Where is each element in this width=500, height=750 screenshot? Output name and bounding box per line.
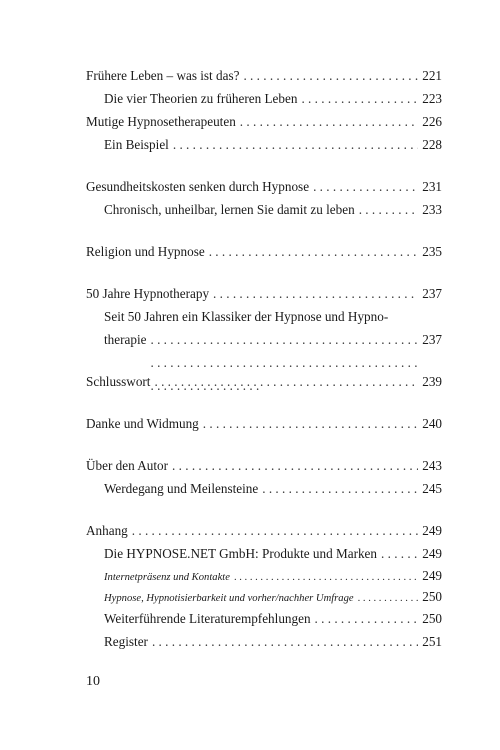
toc-subentry-minor[interactable] bbox=[86, 565, 442, 586]
toc-subentry[interactable] bbox=[86, 305, 442, 351]
toc-entry[interactable] bbox=[86, 282, 442, 305]
toc-entry-title: Schlusswort bbox=[86, 374, 151, 389]
toc-subentry[interactable] bbox=[86, 477, 442, 500]
dot-leader bbox=[154, 370, 418, 393]
toc-entry-title: Weiterführende Literaturempfehlungen bbox=[104, 611, 311, 626]
dot-leader bbox=[172, 454, 418, 477]
toc-entry-page: 228 bbox=[422, 137, 442, 152]
toc-entry[interactable] bbox=[86, 454, 442, 477]
dot-leader bbox=[243, 64, 418, 87]
toc-entry[interactable] bbox=[86, 519, 442, 542]
toc-entry-page: 249 bbox=[422, 568, 442, 583]
toc-entry-page: 249 bbox=[422, 523, 442, 538]
toc-entry-page: 231 bbox=[422, 179, 442, 194]
toc-group bbox=[86, 370, 442, 393]
dot-leader bbox=[313, 175, 418, 198]
toc-subentry[interactable] bbox=[86, 133, 442, 156]
toc-entry-page: 240 bbox=[422, 416, 442, 431]
toc-group bbox=[86, 64, 442, 156]
toc-entry[interactable] bbox=[86, 175, 442, 198]
toc-entry-page: 249 bbox=[422, 546, 442, 561]
toc-group bbox=[86, 412, 442, 435]
toc-entry-page: 221 bbox=[422, 68, 442, 83]
toc-entry-page: 250 bbox=[422, 589, 442, 604]
toc-entry-title: Hypnose, Hypnotisierbarkeit und vorher/nachher Umfrage bbox=[104, 593, 354, 604]
toc-entry-page: 239 bbox=[422, 374, 442, 389]
toc-entry-page: 237 bbox=[422, 286, 442, 301]
toc-group bbox=[86, 454, 442, 500]
toc-entry-title: Religion und Hypnose bbox=[86, 244, 205, 259]
toc-entry-title: Gesundheitskosten senken durch Hypnose bbox=[86, 179, 310, 194]
toc-entry-title: Frühere Leben – was ist das? bbox=[86, 68, 240, 83]
dot-leader bbox=[381, 542, 418, 565]
toc-subentry[interactable] bbox=[86, 630, 442, 653]
toc-entry-page: 250 bbox=[422, 611, 442, 626]
toc-subentry[interactable] bbox=[86, 198, 442, 221]
toc-entry-title: Die HYPNOSE.NET GmbH: Produkte und Marken bbox=[104, 546, 378, 561]
table-of-contents bbox=[86, 64, 442, 672]
toc-entry-title-line1: Seit 50 Jahren ein Klassiker der Hypnose und Hypno- bbox=[104, 309, 389, 324]
toc-entry-page: 233 bbox=[422, 202, 442, 217]
dot-leader bbox=[262, 477, 418, 500]
dot-leader bbox=[359, 198, 419, 221]
toc-group bbox=[86, 519, 442, 653]
dot-leader bbox=[240, 110, 418, 133]
toc-entry[interactable] bbox=[86, 370, 442, 393]
dot-leader bbox=[173, 133, 418, 156]
toc-subentry[interactable] bbox=[86, 607, 442, 630]
toc-entry-title: Register bbox=[104, 634, 148, 649]
toc-entry-line2 bbox=[104, 328, 442, 351]
toc-group bbox=[86, 240, 442, 263]
toc-entry-title: Ein Beispiel bbox=[104, 137, 169, 152]
dot-leader bbox=[209, 240, 419, 263]
toc-entry[interactable] bbox=[86, 412, 442, 435]
dot-leader bbox=[132, 519, 418, 542]
toc-group bbox=[86, 282, 442, 351]
toc-group bbox=[86, 175, 442, 221]
toc-entry-page: 226 bbox=[422, 114, 442, 129]
dot-leader bbox=[234, 567, 418, 588]
toc-entry-title: Werdegang und Meilensteine bbox=[104, 481, 259, 496]
toc-entry[interactable] bbox=[86, 110, 442, 133]
toc-entry-title: 50 Jahre Hypnotherapy bbox=[86, 286, 210, 301]
dot-leader bbox=[152, 630, 418, 653]
dot-leader bbox=[358, 588, 419, 609]
toc-entry-title: Mutige Hypnosetherapeuten bbox=[86, 114, 236, 129]
toc-subentry[interactable] bbox=[86, 87, 442, 110]
toc-entry-page: 237 bbox=[422, 332, 442, 347]
toc-entry-title: Über den Autor bbox=[86, 458, 169, 473]
toc-entry[interactable] bbox=[86, 64, 442, 87]
toc-entry-page: 251 bbox=[422, 634, 442, 649]
toc-subentry[interactable] bbox=[86, 542, 442, 565]
toc-subentry-minor[interactable] bbox=[86, 586, 442, 607]
toc-entry-title: Internetpräsenz und Kontakte bbox=[104, 572, 230, 583]
toc-entry-title: Die vier Theorien zu früheren Leben bbox=[104, 91, 298, 106]
toc-entry-title: Anhang bbox=[86, 523, 128, 538]
toc-entry-page: 243 bbox=[422, 458, 442, 473]
dot-leader bbox=[315, 607, 419, 630]
toc-entry-page: 235 bbox=[422, 244, 442, 259]
page-number: 10 bbox=[86, 674, 100, 689]
dot-leader bbox=[203, 412, 418, 435]
toc-entry-title: Chronisch, unheilbar, lernen Sie damit zu leben bbox=[104, 202, 355, 217]
toc-entry-title-line2: therapie bbox=[104, 332, 147, 347]
dot-leader bbox=[213, 282, 418, 305]
toc-entry-page: 245 bbox=[422, 481, 442, 496]
dot-leader bbox=[301, 87, 418, 110]
toc-entry[interactable] bbox=[86, 240, 442, 263]
toc-entry-page: 223 bbox=[422, 91, 442, 106]
toc-entry-title: Danke und Widmung bbox=[86, 416, 199, 431]
